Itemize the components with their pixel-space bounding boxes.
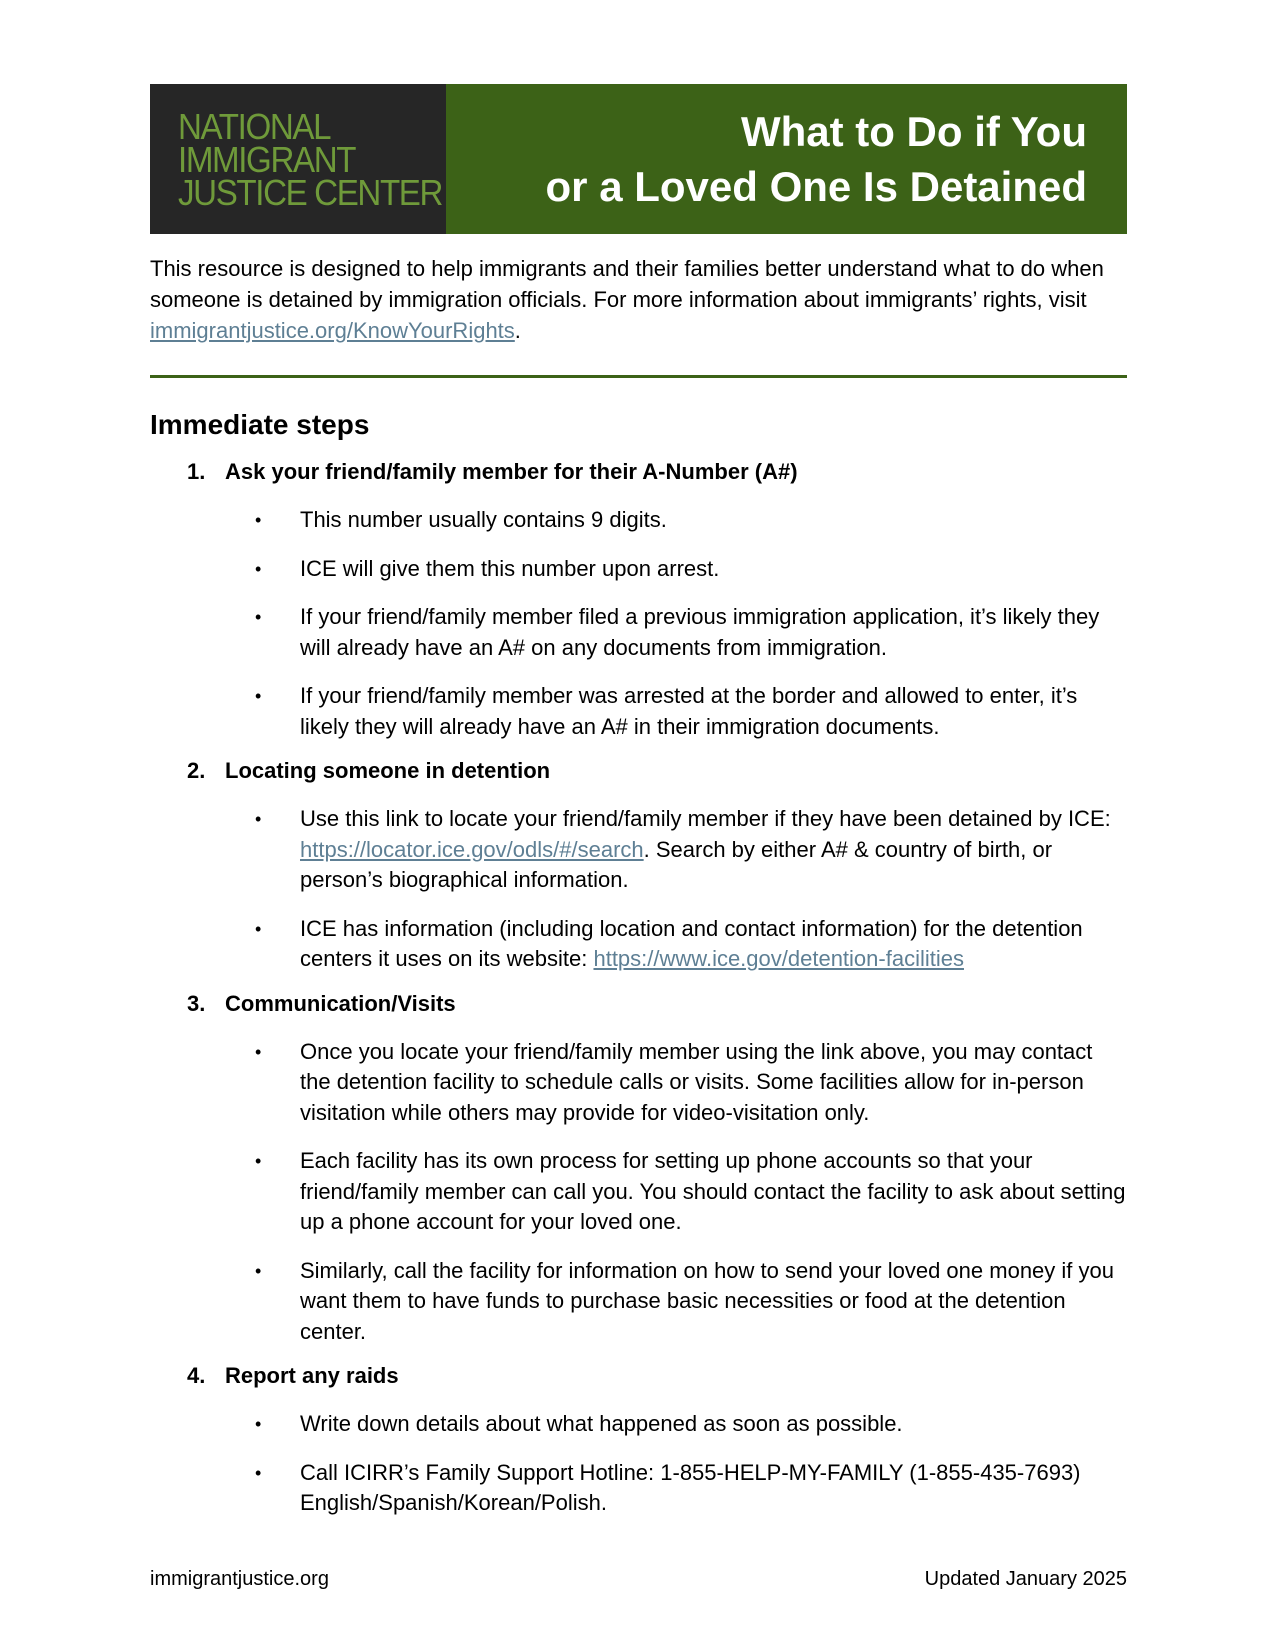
bullet-text-segment: If your friend/family member was arrested at the border and allowed to enter, it’s likely they will already have an A# in their immigration documents. <box>300 683 1078 739</box>
step-item <box>150 1361 1127 1519</box>
bullet-text-segment: Use this link to locate your friend/family member if they have been detained by ICE: <box>300 806 1111 831</box>
bullet-text <box>300 681 1127 742</box>
bullet-text <box>300 1256 1127 1348</box>
footer-updated-date: Updated January 2025 <box>924 1568 1127 1590</box>
bullet-icon: • <box>255 1151 262 1171</box>
bullet-icon: • <box>255 1260 262 1281</box>
bullet-text-segment: Write down details about what happened as soon as possible. <box>300 1411 903 1436</box>
bullet-text <box>300 1037 1127 1129</box>
steps-list <box>150 457 1127 1519</box>
bullet-text-segment: ICE will give them this number upon arrest. <box>300 555 720 581</box>
know-your-rights-link[interactable]: immigrantjustice.org/KnowYourRights <box>150 318 515 343</box>
step-heading <box>150 756 1127 786</box>
bullet-text-segment: Once you locate your friend/family member using the link above, you may contact the detention facility to schedule calls or visits. Some facilities allow for in-person visitation while others may provide for video-visitation only. <box>300 1038 1093 1125</box>
list-item <box>150 602 1127 663</box>
list-item <box>150 1037 1127 1129</box>
document-page <box>150 84 1127 1519</box>
list-item <box>150 505 1127 536</box>
list-item <box>150 681 1127 742</box>
title-panel <box>446 84 1127 234</box>
step-number: 2. <box>187 758 206 783</box>
step-item <box>150 756 1127 975</box>
bullet-icon: • <box>255 686 262 706</box>
external-link[interactable]: https://www.ice.gov/detention-facilities <box>593 946 964 971</box>
bullet-icon: • <box>255 1462 262 1483</box>
bullet-list <box>150 1037 1127 1348</box>
bullet-icon: • <box>255 558 262 579</box>
logo-line: NATIONAL <box>178 106 331 147</box>
list-item <box>150 554 1127 585</box>
bullet-text <box>300 554 1127 585</box>
step-number: 3. <box>187 990 206 1016</box>
step-number: 1. <box>187 459 206 484</box>
bullet-icon: • <box>255 510 262 530</box>
step-item <box>150 457 1127 742</box>
bullet-text <box>300 1409 1127 1440</box>
page-title: What to Do if You <box>740 108 1087 155</box>
bullet-text <box>300 602 1127 663</box>
bullet-icon: • <box>255 809 262 829</box>
step-heading <box>150 457 1127 487</box>
step-number: 4. <box>187 1363 206 1388</box>
footer <box>150 1566 1127 1592</box>
bullet-text <box>300 505 1127 536</box>
bullet-text <box>300 804 1127 896</box>
intro-paragraph <box>150 253 1127 346</box>
bullet-list <box>150 1409 1127 1519</box>
section-heading: Immediate steps <box>150 409 370 440</box>
step-title: Communication/Visits <box>225 990 456 1016</box>
logo <box>150 84 446 234</box>
bullet-text-segment: Each facility has its own process for setting up phone accounts so that your friend/family member can call you. You should contact the facility to ask about setting up a phone account for your loved one. <box>300 1148 1126 1234</box>
list-item <box>150 914 1127 975</box>
divider <box>150 375 1127 378</box>
bullet-text <box>300 914 1127 975</box>
bullet-text-segment: Similarly, call the facility for information on how to send your loved one money if you want them to have funds to purchase basic necessities or food at the detention center. <box>300 1257 1114 1344</box>
list-item <box>150 1146 1127 1238</box>
bullet-icon: • <box>255 1414 262 1434</box>
step-heading <box>150 1361 1127 1391</box>
list-item <box>150 1409 1127 1440</box>
list-item <box>150 1458 1127 1519</box>
bullet-text-segment: If your friend/family member filed a previous immigration application, it’s likely they will already have an A# on any documents from immigration. <box>300 604 1100 660</box>
external-link[interactable]: https://locator.ice.gov/odls/#/search <box>300 836 644 862</box>
page-title: or a Loved One Is Detained <box>545 163 1087 210</box>
bullet-list <box>150 505 1127 742</box>
footer-website: immigrantjustice.org <box>150 1568 329 1590</box>
step-title: Locating someone in detention <box>225 758 551 783</box>
bullet-text-segment: This number usually contains 9 digits. <box>300 507 667 532</box>
bullet-text-segment: ICE has information (including location and contact information) for the detention centers it uses on its website: <box>300 915 1083 971</box>
bullet-text <box>300 1458 1127 1519</box>
logo-line: JUSTICE CENTER <box>178 172 443 213</box>
bullet-text <box>300 1146 1127 1238</box>
step-heading <box>150 989 1127 1019</box>
logo-line: IMMIGRANT <box>178 139 356 180</box>
step-title: Report any raids <box>225 1363 399 1388</box>
bullet-icon: • <box>255 1041 262 1062</box>
step-item <box>150 989 1127 1348</box>
bullet-text-segment: . Search by either A# & country of birth, or person’s biographical information. <box>300 836 1053 892</box>
step-title: Ask your friend/family member for their A-Number (A#) <box>225 459 798 484</box>
bullet-icon: • <box>255 607 262 627</box>
header-banner <box>150 84 1127 234</box>
list-item <box>150 1256 1127 1348</box>
bullet-icon: • <box>255 918 262 939</box>
intro-text-end: . <box>514 318 521 343</box>
bullet-list <box>150 804 1127 975</box>
bullet-text-segment: Call ICIRR’s Family Support Hotline: 1-855-HELP-MY-FAMILY (1-855-435-7693) English/Spanish/Korean/Polish. <box>300 1459 1081 1515</box>
list-item <box>150 804 1127 896</box>
intro-text: This resource is designed to help immigrants and their families better understand what to do when someone is detained by immigration officials. For more information about immigrants’ rights, visit <box>150 256 1104 312</box>
